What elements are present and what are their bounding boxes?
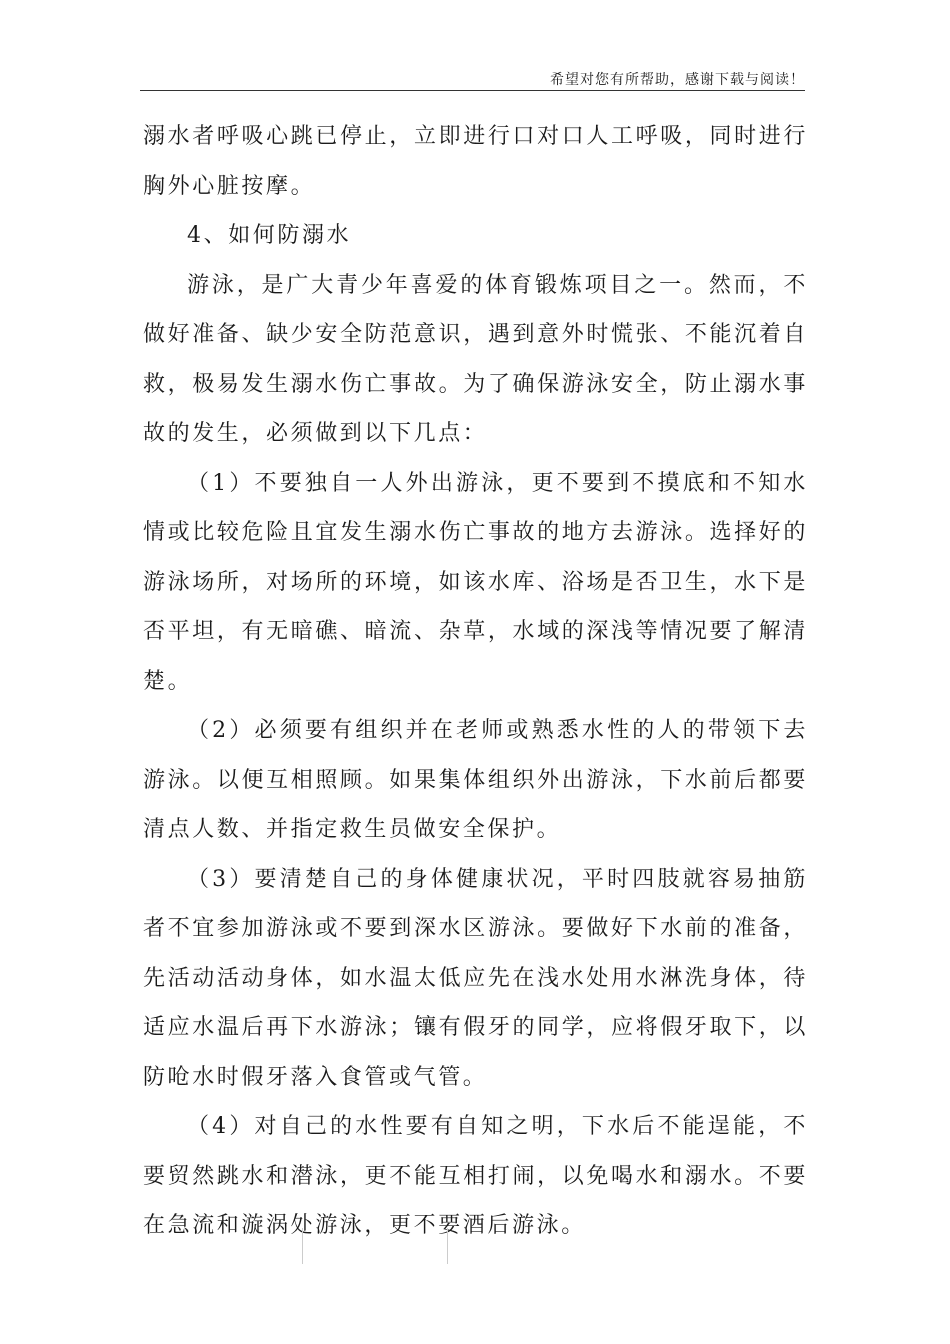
document-body — [143, 112, 808, 1251]
footer-divider-left — [302, 1228, 303, 1264]
list-item: （3）要清楚自己的身体健康状况，平时四肢就容易抽筋者不宜参加游泳或不要到深水区游泳。要做好下水前的准备，先活动活动身体，如水温太低应先在浅水处用水淋洗身体，待适应水温后再下水游泳；镶有假牙的同学，应将假牙取下，以防呛水时假牙落入食管或气管。 — [143, 866, 808, 1090]
page-header: 希望对您有所帮助，感谢下载与阅读！ — [550, 72, 805, 88]
paragraph: 游泳，是广大青少年喜爱的体育锻炼项目之一。然而，不做好准备、缺少安全防范意识，遇到意外时慌张、不能沉着自救，极易发生溺水伤亡事故。为了确保游泳安全，防止溺水事故的发生，必须做到以下几点： — [143, 272, 808, 446]
section-heading: 4、如何防溺水 — [187, 223, 352, 248]
list-item: （4）对自己的水性要有自知之明，下水后不能逞能，不要贸然跳水和潜泳，更不能互相打闹，以免喝水和溺水。不要在急流和漩涡处游泳，更不要酒后游泳。 — [143, 1114, 808, 1238]
list-item: （2）必须要有组织并在老师或熟悉水性的人的带领下去游泳。以便互相照顾。如果集体组织外出游泳，下水前后都要清点人数、并指定救生员做安全保护。 — [143, 718, 808, 842]
footer-divider-right — [447, 1228, 448, 1264]
list-item: （1）不要独自一人外出游泳，更不要到不摸底和不知水情或比较危险且宜发生溺水伤亡事故的地方去游泳。选择好的游泳场所，对场所的环境，如该水库、浴场是否卫生，水下是否平坦，有无暗礁、暗流、杂草，水域的深浅等情况要了解清楚。 — [143, 470, 808, 694]
header-divider — [140, 90, 805, 91]
paragraph: 溺水者呼吸心跳已停止，立即进行口对口人工呼吸，同时进行胸外心脏按摩。 — [143, 124, 808, 199]
